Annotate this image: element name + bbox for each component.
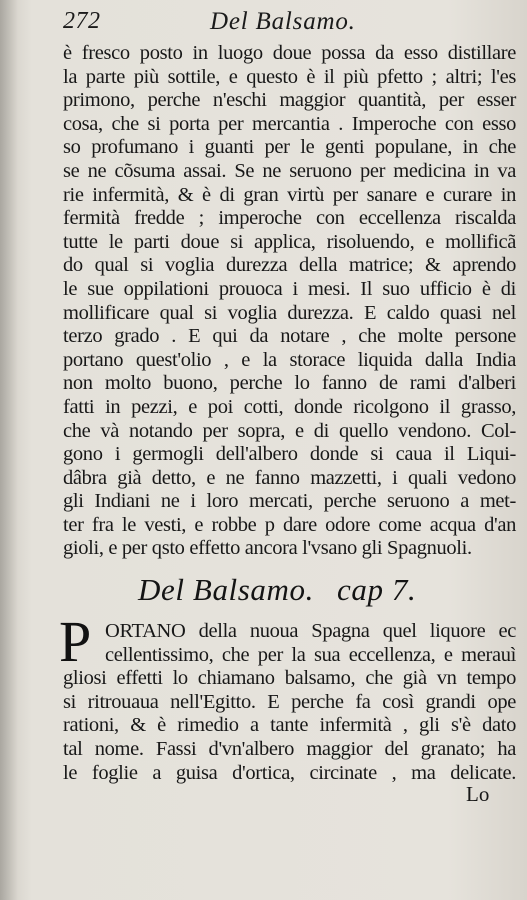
text-line: tal nome. Fassi d'vn'albero maggior del granato; ha bbox=[63, 737, 516, 760]
text-line: gliosi effetti lo chiamano balsamo, che già vn tempo bbox=[63, 667, 516, 690]
text-line: le sue oppilationi prouoca i mesi. Il suo ufficio è di bbox=[63, 277, 516, 300]
text-line: gioli, e per qsto effetto ancora l'vsano gli Spagnuoli. bbox=[63, 537, 472, 560]
text-line: terzo grado . E qui da notare , che molte persone bbox=[63, 325, 516, 348]
text-line: portano quest'olio , e la storace liquida dalla India bbox=[63, 348, 516, 371]
text-line: cosa, che si porta per mercantia . Imperoche con esso bbox=[63, 112, 516, 135]
catchword: Lo bbox=[466, 782, 490, 806]
text-line: dâbra già detto, e ne fanno mazzetti, i quali vedono bbox=[63, 466, 516, 489]
page-gutter-shadow bbox=[0, 0, 18, 900]
text-line: ORTANO della nuoua Spagna quel liquore ec bbox=[105, 620, 516, 642]
text-line: primono, perche n'eschi maggior quantità, per esser bbox=[63, 89, 516, 112]
text-line: tutte le parti doue si applica, risoluendo, e mollificã bbox=[63, 230, 516, 253]
running-head bbox=[63, 6, 523, 42]
text-line: fermità fredde ; imperoche con eccellenza riscalda bbox=[63, 207, 516, 230]
text-line: ter fra le vesti, e robbe p dare odore come acqua d'an bbox=[63, 513, 516, 536]
text-line: rie infermità, & è di gran virtù per sanare e curare in bbox=[63, 183, 516, 206]
paragraph-1 bbox=[63, 42, 516, 561]
text-line: che và notando per sopra, e di quello vendono. Col- bbox=[63, 419, 516, 442]
page-number: 272 bbox=[63, 8, 101, 34]
text-line: non molto buono, perche lo fanno de rami d'alberi bbox=[63, 372, 516, 395]
text-line: rationi, & è rimedio a tante infermità , gli s'è dato bbox=[63, 714, 516, 737]
text-line: cellentissimo, che per la sua eccellenza, e merauì bbox=[105, 643, 516, 666]
text-line: si ritrouaua nell'Egitto. E perche fa così grandi ope bbox=[63, 690, 516, 713]
text-line: fatti in pezzi, e poi cotti, donde ricolgono il grasso, bbox=[63, 395, 516, 418]
text-line: mollificare qual si voglia durezza. E caldo quasi nel bbox=[63, 301, 516, 324]
text-line: gli Indiani ne i loro mercati, perche seruono a met- bbox=[63, 490, 516, 513]
running-head-title: Del Balsamo. bbox=[210, 8, 356, 35]
chapter-heading bbox=[138, 572, 438, 612]
paragraph-2 bbox=[63, 620, 516, 785]
drop-cap: P bbox=[59, 609, 92, 674]
chapter-number: cap 7. bbox=[337, 572, 417, 607]
text-line: le foglie a guisa d'ortica, circinate , ma delicate. bbox=[63, 761, 516, 784]
text-line: do qual si voglia durezza della matrice; & aprendo bbox=[63, 254, 516, 277]
text-line: so profumano i guanti per le genti populane, in che bbox=[63, 136, 516, 159]
text-line: è fresco posto in luogo doue possa da esso distillare bbox=[63, 42, 516, 64]
text-line: gono i germogli dell'albero donde si caua il Liqui- bbox=[63, 443, 516, 466]
text-line: se ne cõsuma assai. Se ne seruono per medicina in va bbox=[63, 159, 516, 182]
chapter-title: Del Balsamo. bbox=[138, 572, 314, 607]
text-line: la parte più sottile, e questo è il più pfetto ; altri; l'es bbox=[63, 65, 516, 88]
